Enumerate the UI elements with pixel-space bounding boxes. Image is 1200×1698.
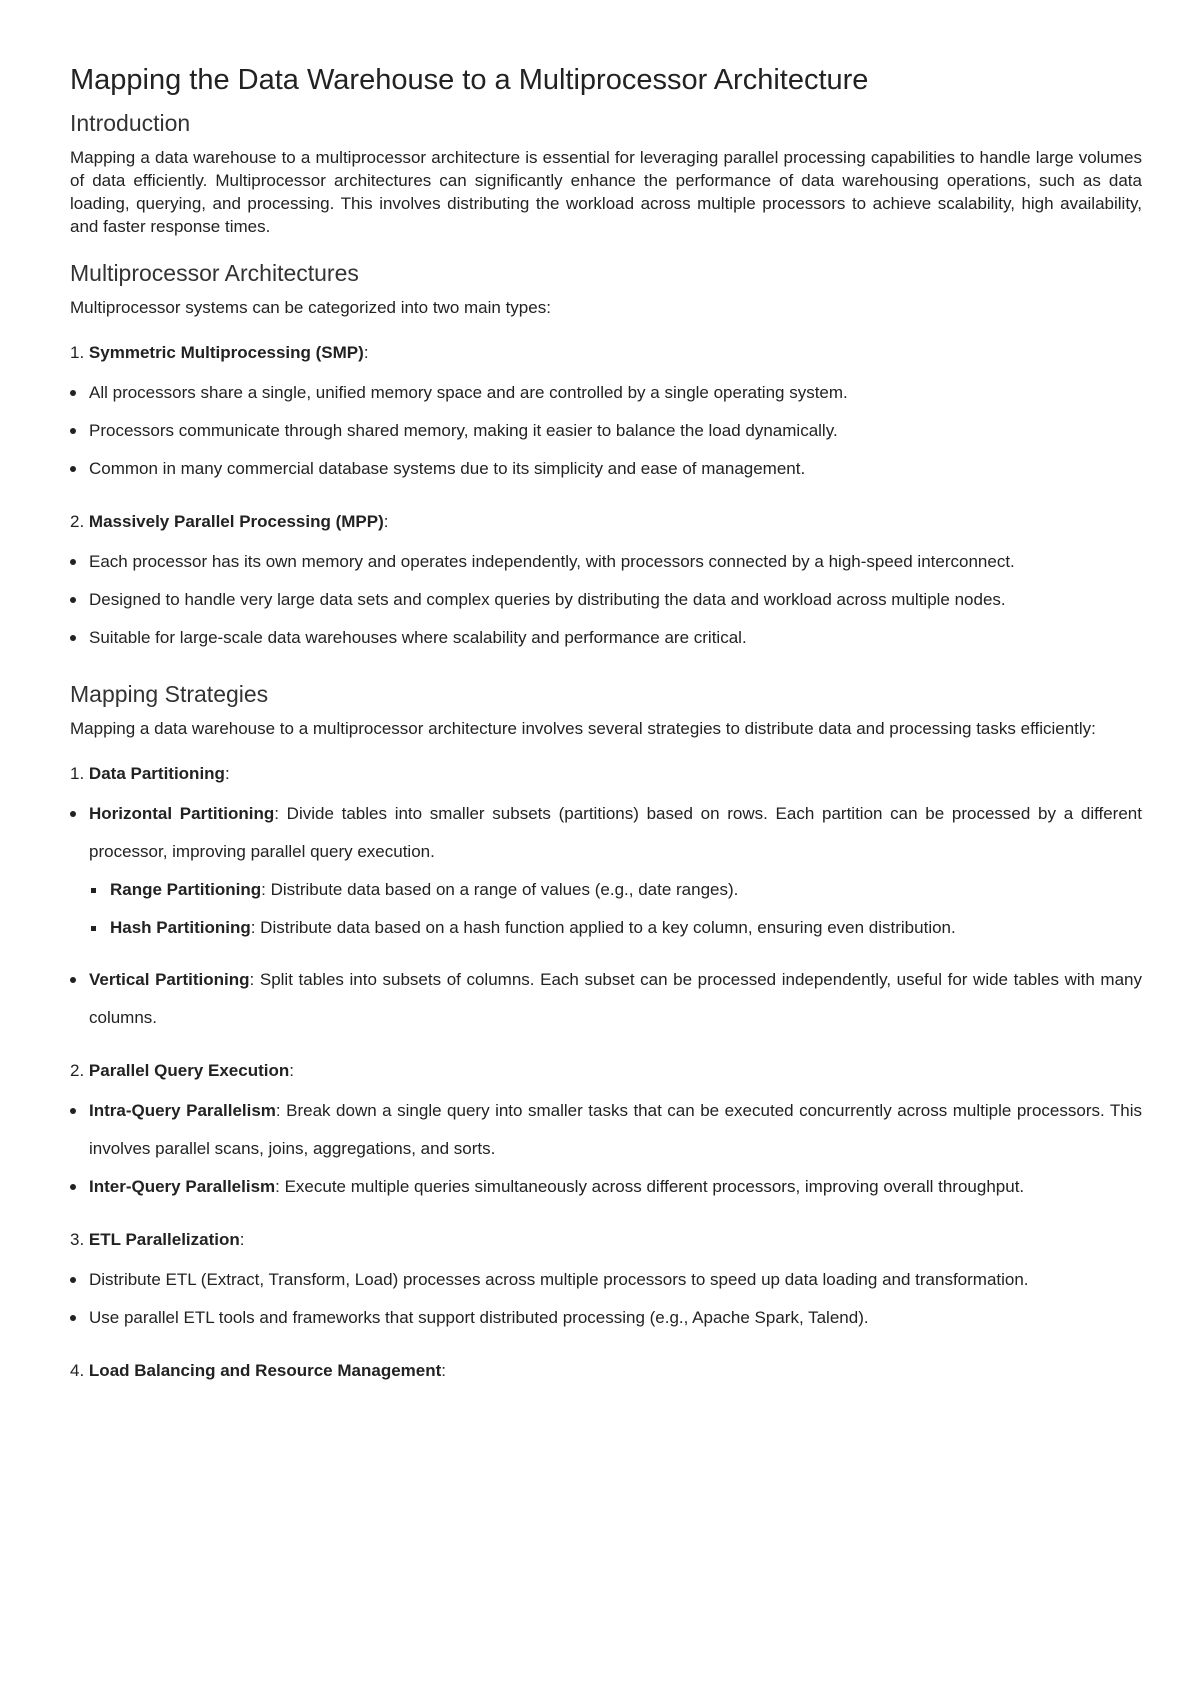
list-item: Processors communicate through shared memory, making it easier to balance the load dynamically.: [70, 412, 1142, 450]
etl-list: [70, 1261, 1142, 1337]
load-number: 4.: [70, 1361, 85, 1380]
partitioning-colon: :: [224, 764, 230, 783]
mpp-colon: :: [383, 512, 389, 531]
partitioning-label: Data Partitioning: [88, 764, 225, 783]
list-item: [70, 1092, 1142, 1168]
list-item: Designed to handle very large data sets and complex queries by distributing the data and workload across multiple nodes.: [70, 581, 1142, 619]
document-content: [70, 62, 1142, 1392]
intra-text: : Break down a single query into smaller tasks that can be executed concurrently across multiple processors. This involves parallel scans, joins, aggregations, and sorts.: [89, 1101, 1143, 1158]
list-item: All processors share a single, unified memory space and are controlled by a single operating system.: [70, 374, 1142, 412]
list-item: Use parallel ETL tools and frameworks that support distributed processing (e.g., Apache Spark, Talend).: [70, 1299, 1142, 1337]
list-item: Distribute ETL (Extract, Transform, Load) processes across multiple processors to speed up data loading and transformation.: [70, 1261, 1142, 1299]
etl-colon: :: [239, 1230, 245, 1249]
horizontal-term: Horizontal Partitioning: [89, 804, 275, 823]
vertical-text: : Split tables into subsets of columns. Each subset can be processed independently, useful for wide tables with many columns.: [89, 970, 1142, 1027]
strategies-heading: Mapping Strategies: [70, 681, 269, 707]
hash-text: : Distribute data based on a hash function applied to a key column, ensuring even distribution.: [250, 918, 956, 937]
sub-list-item: [91, 871, 1142, 909]
load-label: Load Balancing and Resource Management: [88, 1361, 442, 1380]
smp-list: [70, 374, 1142, 488]
query-label: Parallel Query Execution: [88, 1061, 290, 1080]
query-list: [70, 1092, 1142, 1206]
mpp-heading: [70, 510, 1142, 533]
partitioning-heading: [70, 762, 1142, 785]
vertical-term: Vertical Partitioning: [89, 970, 250, 989]
sub-list-item: [91, 909, 1142, 947]
partitioning-number: 1.: [70, 764, 85, 783]
strategies-lead: Mapping a data warehouse to a multiprocessor architecture involves several strategies to distribute data and processing tasks efficiently:: [70, 719, 1096, 738]
list-item: Suitable for large-scale data warehouses where scalability and performance are critical.: [70, 619, 1142, 657]
introduction-paragraph: Mapping a data warehouse to a multiprocessor architecture is essential for leveraging parallel processing capabilities to handle large volumes of data efficiently. Multiprocessor architectures can significantly enhance the performance of data warehousing operations, such as data loading, querying, and processing. This involves distributing the workload across multiple processors to achieve scalability, high availability, and faster response times.: [70, 148, 1142, 236]
list-item: [70, 795, 1142, 871]
intra-term: Intra-Query Parallelism: [89, 1101, 276, 1120]
query-colon: :: [289, 1061, 294, 1080]
load-heading: [70, 1359, 1142, 1382]
smp-heading: [70, 341, 1142, 364]
smp-label: Symmetric Multiprocessing (SMP): [88, 343, 364, 362]
range-text: : Distribute data based on a range of values (e.g., date ranges).: [261, 880, 739, 899]
list-item: [70, 961, 1142, 1037]
smp-number: 1.: [70, 343, 85, 362]
list-item: Common in many commercial database systems due to its simplicity and ease of management.: [70, 450, 1142, 488]
partitioning-list: [70, 795, 1142, 947]
list-item: Each processor has its own memory and operates independently, with processors connected by a high-speed interconnect.: [70, 543, 1142, 581]
list-item: [70, 1168, 1142, 1206]
mpp-label: Massively Parallel Processing (MPP): [88, 512, 384, 531]
vertical-list: [70, 961, 1142, 1037]
page-title: Mapping the Data Warehouse to a Multiprocessor Architecture: [70, 64, 869, 96]
architectures-heading: Multiprocessor Architectures: [70, 260, 359, 286]
introduction-heading: Introduction: [70, 110, 191, 136]
mpp-list: [70, 543, 1142, 657]
query-heading: [70, 1059, 1142, 1082]
inter-term: Inter-Query Parallelism: [89, 1177, 276, 1196]
inter-text: : Execute multiple queries simultaneously across different processors, improving overall throughput.: [275, 1177, 1025, 1196]
hash-term: Hash Partitioning: [110, 918, 251, 937]
query-number: 2.: [70, 1061, 85, 1080]
mpp-number: 2.: [70, 512, 85, 531]
horizontal-text: : Divide tables into smaller subsets (partitions) based on rows. Each partition can be processed by a different processor, improving parallel query execution.: [89, 804, 1142, 861]
etl-number: 3.: [70, 1230, 85, 1249]
etl-label: ETL Parallelization: [88, 1230, 240, 1249]
range-term: Range Partitioning: [110, 880, 262, 899]
etl-heading: [70, 1228, 1142, 1251]
architectures-lead: Multiprocessor systems can be categorized into two main types:: [70, 298, 551, 317]
load-colon: :: [441, 1361, 447, 1380]
smp-colon: :: [363, 343, 369, 362]
